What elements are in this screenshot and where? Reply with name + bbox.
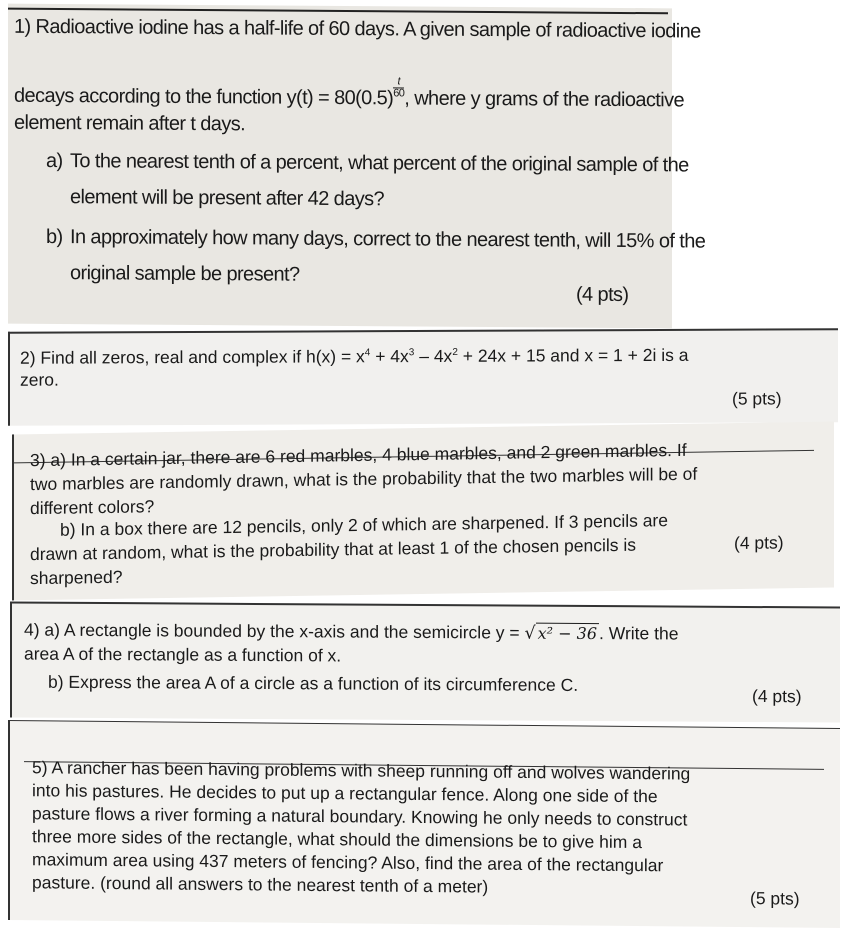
sqrt-expression: x² − 36 [537, 623, 598, 644]
q1-line-3: element remain after t days. [14, 111, 246, 136]
q3-line-5: drawn at random, what is the probability that at least 1 of the chosen pencils is [30, 534, 637, 565]
q3-line-3: different colors? [30, 496, 155, 519]
q2-line-2: zero. [20, 369, 59, 390]
q4-text-tail: . Write the [599, 623, 679, 644]
q5-line-4: three more sides of the rectangle, what should the dimensions be to give him a [32, 826, 642, 853]
question-2-panel [8, 328, 838, 426]
q2-points: (5 pts) [732, 388, 782, 409]
q4-line-1 [24, 620, 678, 647]
q3-points: (4 pts) [734, 532, 784, 554]
question-5-panel [8, 720, 840, 928]
q1-points: (4 pts) [576, 283, 629, 307]
q1-line-1: 1) Radioactive iodine has a half-life of 60 days. A given sample of radioactive iodine [14, 15, 701, 43]
q5-line-1: 5) A rancher has been having problems with sheep running off and wolves wandering [32, 757, 691, 784]
exponent-3: 3 [408, 347, 415, 359]
q2-line-1 [20, 345, 688, 369]
q2-text: 2) Find all zeros, real and complex if h(x) = x [20, 346, 365, 368]
q4-line-3: b) Express the area A of a circle as a function of its circumference C. [48, 671, 579, 695]
q2-term-3: – 4x [414, 345, 453, 367]
sqrt-icon: √ [524, 623, 536, 644]
q3-line-2: two marbles are randomly drawn, what is the probability that the two marbles will be of [30, 463, 698, 495]
q1-line-2 [14, 74, 684, 115]
q1-function-tail: , where y grams of the radioactive [404, 87, 685, 112]
q5-line-3: pasture flows a river forming a natural boundary. Knowing he only needs to construct [32, 803, 688, 830]
q2-term-2: + 4x [370, 346, 409, 367]
q3-line-1: 3) a) In a certain jar, there are 6 red marbles, 4 blue marbles, and 2 green marbles. If [30, 439, 687, 471]
q1-part-a-line-1: To the nearest tenth of a percent, what percent of the original sample of the [70, 150, 689, 177]
q1-function-text: decays according to the function y(t) = 80(0.5) [14, 84, 394, 110]
q5-line-6: pasture. (round all answers to the nearest tenth of a meter) [32, 872, 489, 897]
q1-part-b-label: b) [46, 225, 63, 249]
divider [8, 8, 668, 15]
exponent-4: 4 [364, 347, 371, 359]
q2-text-tail: + 24x + 15 and x = 1 + 2i is a [457, 344, 689, 366]
q1-part-b-line-1: In approximately how many days, correct to the nearest tenth, will 15% of the [70, 226, 706, 253]
exponent-numerator: t [397, 75, 400, 88]
exponent-2: 2 [452, 347, 458, 359]
q5-line-5: maximum area using 437 meters of fencing? Also, find the area of the rectangular [32, 849, 664, 876]
q4-points: (4 pts) [752, 685, 802, 707]
exponent-fraction [393, 76, 404, 99]
q3-line-6: sharpened? [30, 566, 123, 589]
q1-part-a-label: a) [46, 149, 63, 173]
q1-part-a-line-2: element will be present after 42 days? [70, 186, 385, 211]
question-3-panel [12, 422, 834, 601]
question-1-panel [8, 4, 706, 329]
q4-text: 4) a) A rectangle is bounded by the x-axis and the semicircle y = [24, 619, 525, 643]
q5-points: (5 pts) [750, 888, 800, 909]
q4-line-2: area A of the rectangle as a function of x. [24, 643, 342, 666]
q3-line-4: b) In a box there are 12 pencils, only 2 of which are sharpened. If 3 pencils are [60, 510, 668, 540]
q5-line-2: into his pastures. He decides to put up a rectangular fence. Along one side of the [32, 780, 658, 807]
q1-part-b-line-2: original sample be present? [70, 262, 300, 286]
exponent-denominator: 60 [393, 87, 405, 100]
question-4-panel [10, 601, 840, 722]
